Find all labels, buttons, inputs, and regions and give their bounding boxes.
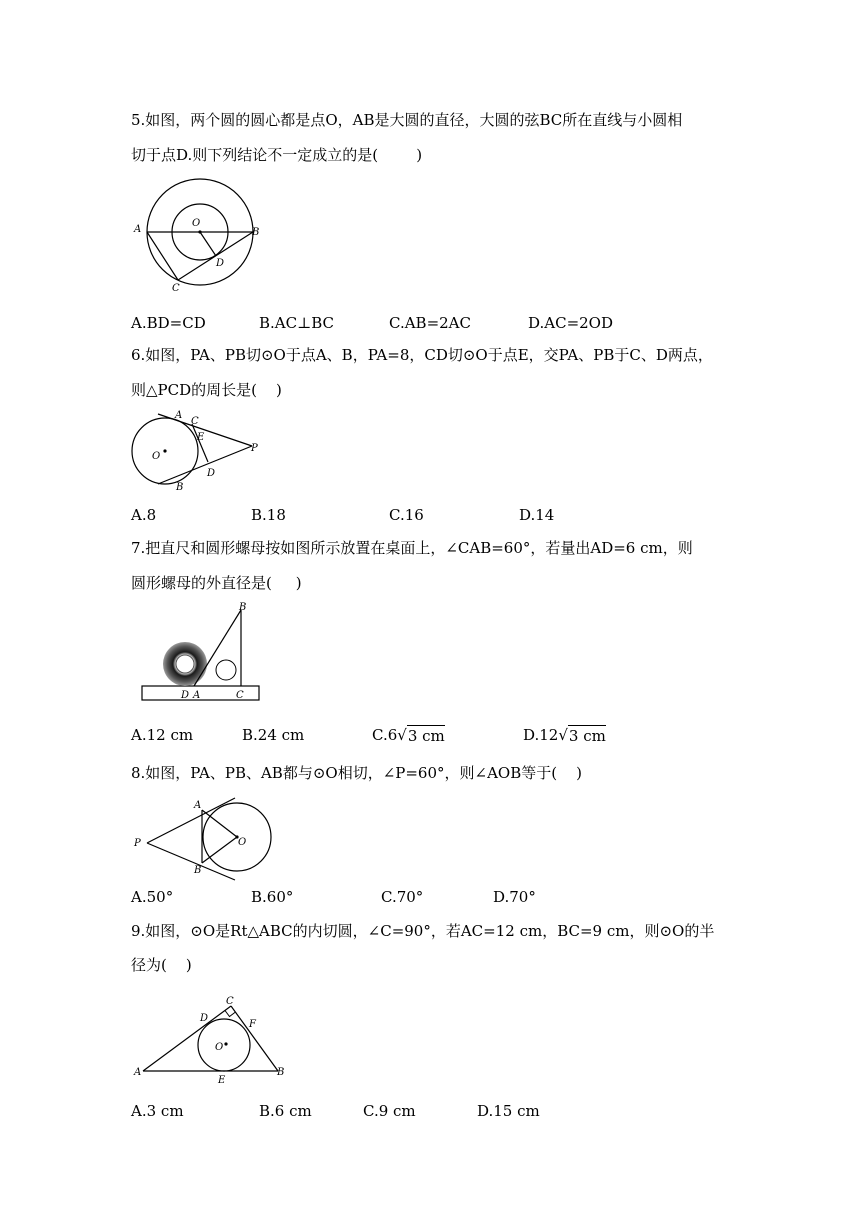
q6-label-p: P xyxy=(251,443,258,454)
q5-figure xyxy=(130,175,270,295)
q9-label-d: D xyxy=(200,1013,209,1024)
q7-label-a: A xyxy=(193,690,201,701)
q6-option-c: C.16 xyxy=(389,506,424,524)
q9-option-d: D.15 cm xyxy=(477,1102,540,1120)
q6-option-b: B.18 xyxy=(251,506,286,524)
q7-label-d: D xyxy=(181,690,190,701)
q8-option-b: B.60° xyxy=(251,888,294,906)
q6-label-e: E xyxy=(197,432,205,443)
q7-stem-line-2: 圆形螺母的外直径是( ) xyxy=(131,574,302,592)
q7-option-d xyxy=(523,725,606,745)
q8-option-a: A.50° xyxy=(131,888,174,906)
q5-label-c: C xyxy=(172,283,180,294)
q9-figure xyxy=(130,990,300,1085)
q8-label-a: A xyxy=(194,800,202,811)
q6-figure xyxy=(130,408,270,498)
q5-label-a: A xyxy=(134,224,142,235)
q9-label-c: C xyxy=(226,996,234,1007)
q6-label-c: C xyxy=(191,416,199,427)
q5-option-c: C.AB=2AC xyxy=(389,314,471,332)
q7-option-d-radicand: 3 cm xyxy=(568,727,606,745)
q7-option-c xyxy=(372,725,445,745)
q6-label-a: A xyxy=(175,410,183,421)
q9-option-b: B.6 cm xyxy=(259,1102,312,1120)
q9-label-f: F xyxy=(249,1019,256,1030)
sqrt-icon: √ 3 cm xyxy=(558,726,606,745)
q5-option-b: B.AC⊥BC xyxy=(259,314,334,332)
q8-stem-line-1: 8.如图，PA、PB、AB都与⊙O相切，∠P=60°，则∠AOB等于( ) xyxy=(131,764,583,782)
q5-label-o: O xyxy=(192,218,201,229)
q6-label-o: O xyxy=(152,451,161,462)
q6-option-d: D.14 xyxy=(519,506,555,524)
q9-label-e: E xyxy=(218,1075,226,1086)
q9-label-o: O xyxy=(215,1042,224,1053)
q6-stem-line-2: 则△PCD的周长是( ) xyxy=(131,381,282,399)
q5-option-a: A.BD=CD xyxy=(131,314,206,332)
sqrt-icon: √ 3 cm xyxy=(397,726,445,745)
q8-option-c: C.70° xyxy=(381,888,424,906)
q7-label-b: B xyxy=(239,602,247,613)
q6-stem-line-1: 6.如图，PA、PB切⊙O于点A、B，PA=8，CD切⊙O于点E，交PA、PB于C、D两点， xyxy=(131,346,713,364)
q6-label-b: B xyxy=(176,482,184,493)
q9-label-b: B xyxy=(277,1067,285,1078)
q8-label-b: B xyxy=(194,865,202,876)
q9-stem-line-1: 9.如图，⊙O是Rt△ABC的内切圆，∠C=90°，若AC=12 cm，BC=9 cm，则⊙O的半 xyxy=(131,922,715,940)
q8-option-d: D.70° xyxy=(493,888,536,906)
q8-label-o: O xyxy=(238,837,247,848)
q9-options xyxy=(131,1101,540,1201)
q5-stem-line-2: 切于点D.则下列结论不一定成立的是( ) xyxy=(131,146,423,164)
q7-option-d-coef: D.12 xyxy=(523,726,559,744)
q7-option-a: A.12 cm xyxy=(131,726,194,744)
q9-label-a: A xyxy=(134,1067,142,1078)
q7-figure xyxy=(140,600,270,710)
q9-stem-line-2: 径为( ) xyxy=(131,956,192,974)
q7-option-b: B.24 cm xyxy=(242,726,305,744)
q9-option-a: A.3 cm xyxy=(131,1102,184,1120)
q9-option-c: C.9 cm xyxy=(363,1102,416,1120)
q5-option-d: D.AC=2OD xyxy=(528,314,614,332)
q7-option-c-coef: C.6 xyxy=(372,726,398,744)
q7-stem-line-1: 7.把直尺和圆形螺母按如图所示放置在桌面上，∠CAB=60°，若量出AD=6 cm，则 xyxy=(131,539,693,557)
q7-option-c-radicand: 3 cm xyxy=(407,727,445,745)
q7-label-c: C xyxy=(236,690,244,701)
q5-label-b: B xyxy=(252,227,260,238)
q8-figure xyxy=(130,795,280,885)
q5-label-d: D xyxy=(216,258,225,269)
q6-option-a: A.8 xyxy=(131,506,157,524)
q8-label-p: P xyxy=(134,838,141,849)
q6-label-d: D xyxy=(207,468,216,479)
q5-stem-line-1: 5.如图，两个圆的圆心都是点O，AB是大圆的直径，大圆的弦BC所在直线与小圆相 xyxy=(131,111,683,129)
